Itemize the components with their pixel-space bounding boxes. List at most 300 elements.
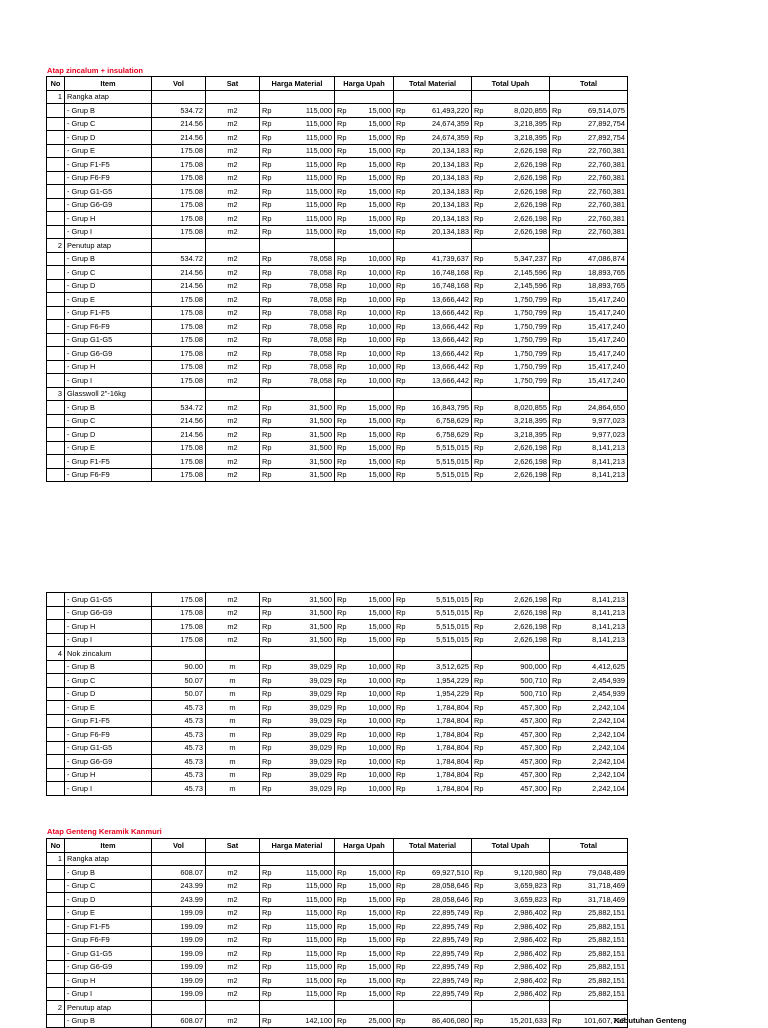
- currency: Rp: [335, 620, 355, 634]
- currency: Rp: [472, 920, 492, 934]
- total: 15,417,240: [569, 347, 628, 361]
- currency: Rp: [260, 144, 280, 158]
- volume: 214.56: [152, 131, 206, 145]
- unit: m2: [206, 606, 260, 620]
- currency: Rp: [394, 333, 414, 347]
- total: 8,141,213: [569, 455, 628, 469]
- table-row: [47, 866, 628, 880]
- currency: Rp: [394, 198, 414, 212]
- harga-material: 115,000: [279, 947, 335, 961]
- harga-material: 115,000: [279, 185, 335, 199]
- total-upah: 15,201,633: [491, 1014, 550, 1028]
- volume: 214.56: [152, 117, 206, 131]
- cell: [47, 1014, 65, 1028]
- currency: Rp: [472, 741, 492, 755]
- harga-material: 31,500: [279, 441, 335, 455]
- harga-material: 142,100: [279, 1014, 335, 1028]
- item-name: - Grup G1-G5: [65, 333, 152, 347]
- harga-upah: 15,000: [354, 947, 394, 961]
- total: 27,892,754: [569, 131, 628, 145]
- total: 31,718,469: [569, 893, 628, 907]
- currency: Rp: [335, 279, 355, 293]
- harga-material: 78,058: [279, 360, 335, 374]
- total: 4,412,625: [569, 660, 628, 674]
- unit: m2: [206, 266, 260, 280]
- currency: Rp: [394, 620, 414, 634]
- table-row: [47, 920, 628, 934]
- currency: Rp: [260, 171, 280, 185]
- currency: Rp: [550, 414, 570, 428]
- group-name: Penutup atap: [65, 239, 152, 253]
- cell: [47, 879, 65, 893]
- unit: m: [206, 701, 260, 715]
- currency: Rp: [472, 225, 492, 239]
- unit: m: [206, 728, 260, 742]
- currency: Rp: [260, 441, 280, 455]
- currency: Rp: [472, 768, 492, 782]
- item-name: - Grup F6-F9: [65, 728, 152, 742]
- item-name: - Grup B: [65, 660, 152, 674]
- harga-upah: 15,000: [354, 212, 394, 226]
- total-upah: 2,986,402: [491, 920, 550, 934]
- currency: Rp: [335, 144, 355, 158]
- currency: Rp: [260, 660, 280, 674]
- total: 15,417,240: [569, 360, 628, 374]
- currency: Rp: [394, 279, 414, 293]
- currency: Rp: [260, 266, 280, 280]
- currency: Rp: [260, 606, 280, 620]
- currency: Rp: [550, 933, 570, 947]
- currency: Rp: [260, 468, 280, 482]
- total-upah: 2,986,402: [491, 906, 550, 920]
- cell: [47, 347, 65, 361]
- volume: 175.08: [152, 468, 206, 482]
- currency: Rp: [394, 468, 414, 482]
- currency: Rp: [550, 728, 570, 742]
- currency: Rp: [394, 866, 414, 880]
- item-name: - Grup G1-G5: [65, 593, 152, 607]
- table-row: [47, 660, 628, 674]
- total: 69,514,075: [569, 104, 628, 118]
- total: 25,882,151: [569, 960, 628, 974]
- cell: [472, 1001, 550, 1015]
- volume: 175.08: [152, 374, 206, 388]
- table-row: [47, 687, 628, 701]
- total-material: 1,784,804: [413, 755, 472, 769]
- total-material: 6,758,629: [413, 428, 472, 442]
- currency: Rp: [335, 947, 355, 961]
- currency: Rp: [260, 455, 280, 469]
- total-material: 41,739,637: [413, 252, 472, 266]
- currency: Rp: [260, 755, 280, 769]
- currency: Rp: [394, 606, 414, 620]
- volume: 199.09: [152, 920, 206, 934]
- harga-upah: 10,000: [354, 252, 394, 266]
- currency: Rp: [394, 360, 414, 374]
- volume: 45.73: [152, 755, 206, 769]
- currency: Rp: [394, 212, 414, 226]
- total-upah: 2,626,198: [491, 633, 550, 647]
- total: 31,718,469: [569, 879, 628, 893]
- currency: Rp: [335, 879, 355, 893]
- group-no: 3: [47, 387, 65, 401]
- header-total-upah: Total Upah: [472, 839, 550, 853]
- item-name: - Grup B: [65, 1014, 152, 1028]
- total-material: 6,758,629: [413, 414, 472, 428]
- total: 27,892,754: [569, 117, 628, 131]
- total-material: 28,058,646: [413, 893, 472, 907]
- harga-material: 115,000: [279, 866, 335, 880]
- harga-material: 39,029: [279, 674, 335, 688]
- cell: [550, 239, 628, 253]
- currency: Rp: [394, 374, 414, 388]
- currency: Rp: [260, 131, 280, 145]
- total-upah: 8,020,855: [491, 104, 550, 118]
- currency: Rp: [472, 606, 492, 620]
- currency: Rp: [394, 131, 414, 145]
- table-row: [47, 333, 628, 347]
- volume: 214.56: [152, 428, 206, 442]
- cell: [47, 293, 65, 307]
- currency: Rp: [472, 117, 492, 131]
- total: 15,417,240: [569, 293, 628, 307]
- total-material: 16,843,795: [413, 401, 472, 415]
- table-row: [47, 782, 628, 796]
- group-row: [47, 647, 628, 661]
- table-row: [47, 360, 628, 374]
- harga-upah: 15,000: [354, 401, 394, 415]
- harga-upah: 10,000: [354, 782, 394, 796]
- currency: Rp: [550, 974, 570, 988]
- total-material: 1,784,804: [413, 701, 472, 715]
- total-upah: 2,145,596: [491, 266, 550, 280]
- table-row: [47, 455, 628, 469]
- total-material: 5,515,015: [413, 606, 472, 620]
- total-upah: 1,750,799: [491, 306, 550, 320]
- currency: Rp: [335, 266, 355, 280]
- item-name: - Grup F1-F5: [65, 920, 152, 934]
- cell: [47, 428, 65, 442]
- total-upah: 2,626,198: [491, 212, 550, 226]
- volume: 45.73: [152, 714, 206, 728]
- currency: Rp: [394, 933, 414, 947]
- total-material: 22,895,749: [413, 974, 472, 988]
- table-row: [47, 606, 628, 620]
- currency: Rp: [394, 768, 414, 782]
- currency: Rp: [394, 593, 414, 607]
- unit: m2: [206, 225, 260, 239]
- currency: Rp: [472, 933, 492, 947]
- harga-upah: 15,000: [354, 158, 394, 172]
- currency: Rp: [550, 455, 570, 469]
- header-total: Total: [550, 839, 628, 853]
- table-row: [47, 1014, 628, 1028]
- harga-material: 115,000: [279, 879, 335, 893]
- total-material: 16,748,168: [413, 279, 472, 293]
- item-name: - Grup G6-G9: [65, 755, 152, 769]
- unit: m2: [206, 212, 260, 226]
- section-title-genteng: Atap Genteng Keramik Kanmuri: [47, 827, 162, 836]
- currency: Rp: [472, 782, 492, 796]
- currency: Rp: [550, 144, 570, 158]
- harga-upah: 15,000: [354, 455, 394, 469]
- volume: 175.08: [152, 347, 206, 361]
- currency: Rp: [260, 906, 280, 920]
- harga-material: 78,058: [279, 266, 335, 280]
- item-name: - Grup C: [65, 674, 152, 688]
- harga-upah: 10,000: [354, 755, 394, 769]
- total-material: 5,515,015: [413, 455, 472, 469]
- harga-upah: 10,000: [354, 701, 394, 715]
- item-name: - Grup D: [65, 279, 152, 293]
- total: 25,882,151: [569, 987, 628, 1001]
- item-name: - Grup F1-F5: [65, 306, 152, 320]
- currency: Rp: [472, 687, 492, 701]
- currency: Rp: [472, 947, 492, 961]
- cell: [47, 633, 65, 647]
- currency: Rp: [394, 920, 414, 934]
- volume: 175.08: [152, 144, 206, 158]
- total-upah: 457,300: [491, 768, 550, 782]
- volume: 175.08: [152, 593, 206, 607]
- cell: [335, 239, 394, 253]
- unit: m2: [206, 1014, 260, 1028]
- harga-material: 115,000: [279, 198, 335, 212]
- table-row: [47, 279, 628, 293]
- currency: Rp: [550, 225, 570, 239]
- total-upah: 3,218,395: [491, 131, 550, 145]
- harga-upah: 10,000: [354, 687, 394, 701]
- currency: Rp: [394, 104, 414, 118]
- item-name: - Grup E: [65, 293, 152, 307]
- total-upah: 2,986,402: [491, 933, 550, 947]
- total-material: 22,895,749: [413, 987, 472, 1001]
- unit: m: [206, 755, 260, 769]
- currency: Rp: [335, 320, 355, 334]
- total: 9,977,023: [569, 428, 628, 442]
- currency: Rp: [335, 131, 355, 145]
- cell: [47, 441, 65, 455]
- item-name: - Grup E: [65, 906, 152, 920]
- harga-material: 31,500: [279, 401, 335, 415]
- harga-material: 115,000: [279, 117, 335, 131]
- table-row: [47, 252, 628, 266]
- volume: 50.07: [152, 687, 206, 701]
- volume: 175.08: [152, 198, 206, 212]
- total-material: 1,784,804: [413, 741, 472, 755]
- harga-upah: 15,000: [354, 144, 394, 158]
- header-no: No: [47, 839, 65, 853]
- volume: 45.73: [152, 782, 206, 796]
- total-material: 20,134,183: [413, 198, 472, 212]
- group-name: Penutup atap: [65, 1001, 152, 1015]
- currency: Rp: [260, 347, 280, 361]
- harga-material: 78,058: [279, 374, 335, 388]
- cell: [472, 852, 550, 866]
- cell: [47, 755, 65, 769]
- harga-upah: 10,000: [354, 333, 394, 347]
- harga-upah: 10,000: [354, 768, 394, 782]
- header-total-upah: Total Upah: [472, 77, 550, 91]
- currency: Rp: [335, 714, 355, 728]
- currency: Rp: [260, 185, 280, 199]
- currency: Rp: [472, 252, 492, 266]
- cell: [47, 360, 65, 374]
- cell: [47, 768, 65, 782]
- cell: [47, 920, 65, 934]
- currency: Rp: [472, 414, 492, 428]
- total-upah: 2,986,402: [491, 947, 550, 961]
- side-note: Kebutuhan Genteng: [614, 1016, 687, 1025]
- currency: Rp: [394, 293, 414, 307]
- volume: 90.00: [152, 660, 206, 674]
- table-row: [47, 674, 628, 688]
- total-material: 5,515,015: [413, 620, 472, 634]
- currency: Rp: [550, 701, 570, 715]
- harga-upah: 10,000: [354, 728, 394, 742]
- currency: Rp: [472, 131, 492, 145]
- group-row: [47, 239, 628, 253]
- table-row: [47, 879, 628, 893]
- currency: Rp: [335, 212, 355, 226]
- currency: Rp: [550, 347, 570, 361]
- cell: [47, 171, 65, 185]
- currency: Rp: [550, 293, 570, 307]
- harga-material: 115,000: [279, 171, 335, 185]
- currency: Rp: [335, 782, 355, 796]
- total-material: 1,954,229: [413, 674, 472, 688]
- currency: Rp: [550, 333, 570, 347]
- total: 22,760,381: [569, 225, 628, 239]
- table-row: [47, 728, 628, 742]
- currency: Rp: [550, 593, 570, 607]
- table-row: [47, 171, 628, 185]
- currency: Rp: [550, 687, 570, 701]
- currency: Rp: [472, 893, 492, 907]
- cell: [472, 647, 550, 661]
- total-upah: 2,626,198: [491, 593, 550, 607]
- cell: [47, 158, 65, 172]
- total-upah: 2,626,198: [491, 225, 550, 239]
- unit: m2: [206, 293, 260, 307]
- currency: Rp: [550, 198, 570, 212]
- currency: Rp: [394, 741, 414, 755]
- total-upah: 2,626,198: [491, 171, 550, 185]
- currency: Rp: [472, 428, 492, 442]
- cell: [472, 387, 550, 401]
- total-material: 86,406,080: [413, 1014, 472, 1028]
- volume: 214.56: [152, 414, 206, 428]
- item-name: - Grup E: [65, 144, 152, 158]
- currency: Rp: [550, 117, 570, 131]
- harga-upah: 15,000: [354, 906, 394, 920]
- total-material: 20,134,183: [413, 144, 472, 158]
- harga-upah: 15,000: [354, 866, 394, 880]
- unit: m2: [206, 879, 260, 893]
- cell: [47, 252, 65, 266]
- cell: [47, 687, 65, 701]
- table-row: [47, 158, 628, 172]
- cell: [47, 674, 65, 688]
- total: 8,141,213: [569, 468, 628, 482]
- header-total: Total: [550, 77, 628, 91]
- currency: Rp: [260, 198, 280, 212]
- total-upah: 900,000: [491, 660, 550, 674]
- harga-upah: 15,000: [354, 974, 394, 988]
- currency: Rp: [260, 414, 280, 428]
- unit: m2: [206, 933, 260, 947]
- volume: 214.56: [152, 279, 206, 293]
- cell: [47, 306, 65, 320]
- volume: 175.08: [152, 633, 206, 647]
- item-name: - Grup I: [65, 374, 152, 388]
- item-name: - Grup B: [65, 104, 152, 118]
- volume: 175.08: [152, 225, 206, 239]
- harga-upah: 10,000: [354, 347, 394, 361]
- currency: Rp: [550, 185, 570, 199]
- table-row: [47, 104, 628, 118]
- currency: Rp: [260, 333, 280, 347]
- unit: m2: [206, 198, 260, 212]
- cell: [47, 701, 65, 715]
- unit: m: [206, 714, 260, 728]
- currency: Rp: [550, 131, 570, 145]
- currency: Rp: [260, 293, 280, 307]
- volume: 534.72: [152, 104, 206, 118]
- currency: Rp: [260, 687, 280, 701]
- harga-material: 39,029: [279, 741, 335, 755]
- currency: Rp: [260, 866, 280, 880]
- harga-upah: 15,000: [354, 620, 394, 634]
- cost-table-zincalum: [46, 76, 628, 482]
- cell: [47, 212, 65, 226]
- item-name: - Grup H: [65, 360, 152, 374]
- harga-material: 115,000: [279, 987, 335, 1001]
- unit: m2: [206, 306, 260, 320]
- item-name: - Grup B: [65, 401, 152, 415]
- total-material: 1,954,229: [413, 687, 472, 701]
- header-harga-upah: Harga Upah: [335, 77, 394, 91]
- total: 15,417,240: [569, 320, 628, 334]
- volume: 199.09: [152, 947, 206, 961]
- cell: [47, 960, 65, 974]
- unit: m2: [206, 144, 260, 158]
- currency: Rp: [550, 606, 570, 620]
- total: 2,454,939: [569, 674, 628, 688]
- item-name: - Grup F6-F9: [65, 320, 152, 334]
- cell: [47, 987, 65, 1001]
- currency: Rp: [335, 158, 355, 172]
- cell: [260, 90, 335, 104]
- item-name: - Grup D: [65, 428, 152, 442]
- unit: m2: [206, 333, 260, 347]
- currency: Rp: [550, 906, 570, 920]
- cell: [47, 198, 65, 212]
- total: 2,242,104: [569, 755, 628, 769]
- currency: Rp: [394, 401, 414, 415]
- harga-material: 115,000: [279, 104, 335, 118]
- header-harga-material: Harga Material: [260, 839, 335, 853]
- volume: 243.99: [152, 893, 206, 907]
- item-name: - Grup F6-F9: [65, 933, 152, 947]
- total-material: 1,784,804: [413, 728, 472, 742]
- currency: Rp: [472, 306, 492, 320]
- group-row: [47, 1001, 628, 1015]
- group-row: [47, 852, 628, 866]
- harga-material: 78,058: [279, 333, 335, 347]
- table-row: [47, 593, 628, 607]
- cell: [394, 1001, 472, 1015]
